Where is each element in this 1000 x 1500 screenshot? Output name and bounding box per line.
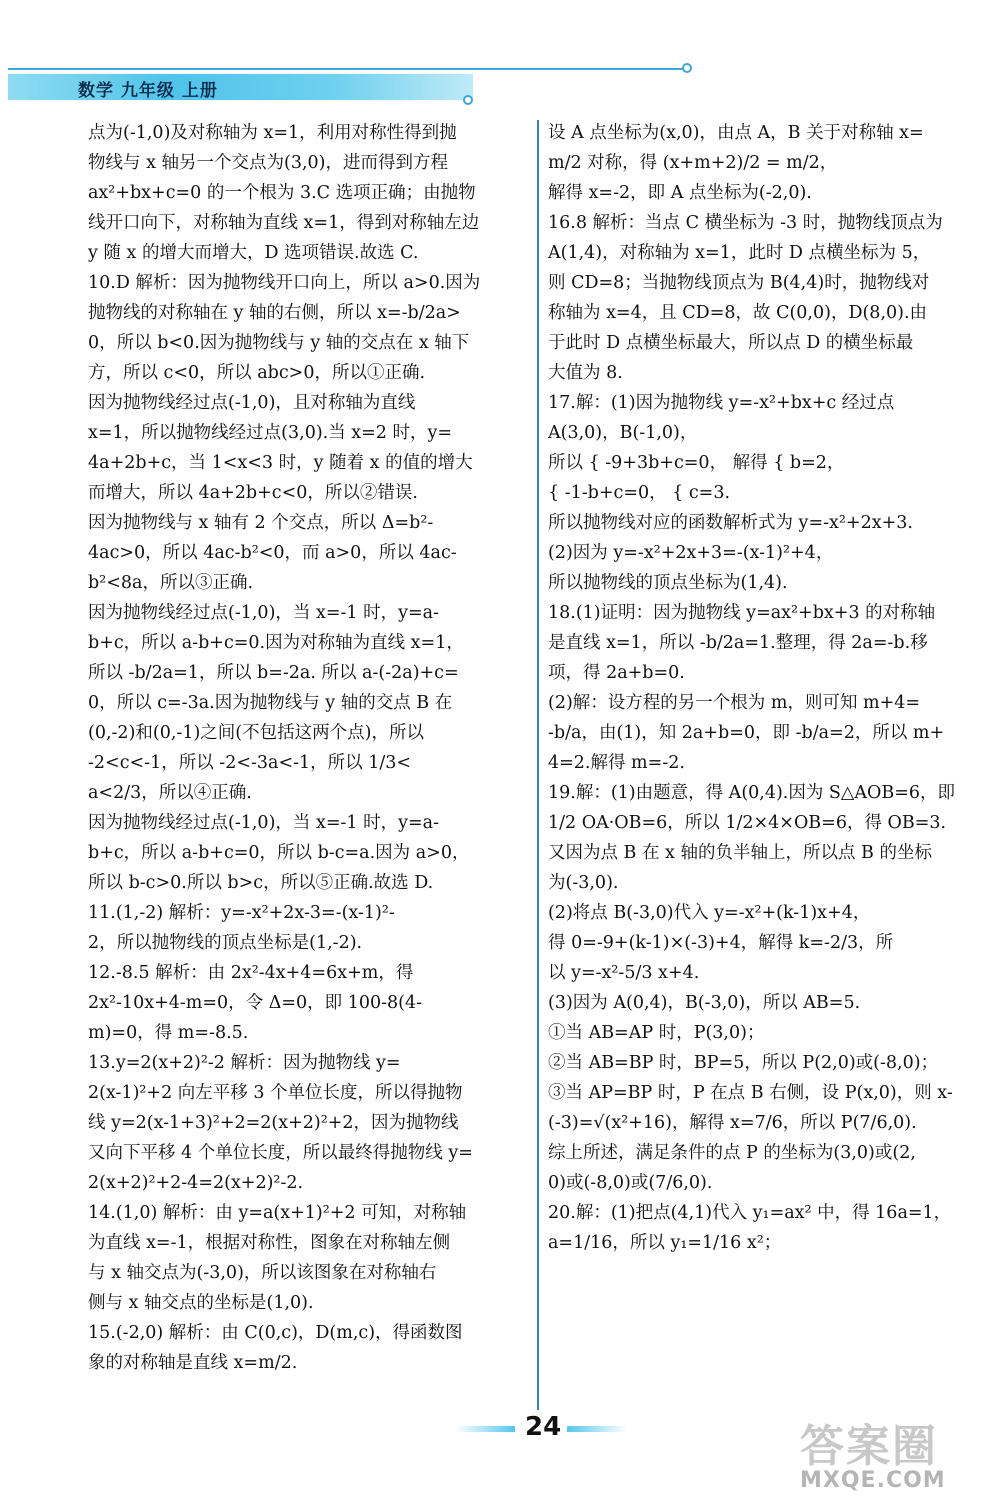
text-line: 大值为 8. [548,363,623,383]
text-line: (2)因为 y=-x²+2x+3=-(x-1)²+4， [548,543,834,563]
text-line: 4ac>0，所以 4ac-b²<0，而 a>0，所以 4ac- [88,543,457,563]
text-line: 线 y=2(x-1+3)²+2=2(x+2)²+2，因为抛物线 [88,1113,459,1133]
text-line: 11.(1,-2) 解析：y=-x²+2x-3=-(x-1)²- [88,903,395,923]
text-line: 所以抛物线对应的函数解析式为 y=-x²+2x+3. [548,513,913,533]
text-line: 0，所以 c=-3a.因为抛物线与 y 轴的交点 B 在 [88,693,453,713]
text-line: 解得 x=-2，即 A 点坐标为(-2,0). [548,183,812,203]
text-line: ②当 AB=BP 时，BP=5，所以 P(2,0)或(-8,0)； [548,1053,939,1073]
text-line: 2(x+2)²+2-4=2(x+2)²-2. [88,1173,304,1193]
text-line: 12.-8.5 解析：由 2x²-4x+4=6x+m，得 [88,963,414,983]
text-line: y 随 x 的增大而增大，D 选项错误.故选 C. [88,243,419,263]
text-line: 则 CD=8；当抛物线顶点为 B(4,4)时，抛物线对 [548,273,930,293]
text-line: 20.解：(1)把点(4,1)代入 y₁=ax² 中，得 16a=1， [548,1203,952,1223]
text-line: 又因为点 B 在 x 轴的负半轴上，所以点 B 的坐标 [548,843,932,863]
text-line: 18.(1)证明：因为抛物线 y=ax²+bx+3 的对称轴 [548,603,936,623]
text-line: 所以 { -9+3b+c=0， 解得 { b=2， [548,453,845,473]
text-line: 4a+2b+c，当 1<x<3 时，y 随着 x 的值的增大 [88,453,473,473]
text-line: (2)解：设方程的另一个根为 m，则可知 m+4= [548,693,921,713]
text-line: 10.D 解析：因为抛物线开口向上，所以 a>0.因为 [88,273,481,293]
text-line: 为(-3,0). [548,873,619,893]
text-line: 项，得 2a+b=0. [548,663,685,683]
text-line: 得 0=-9+(k-1)×(-3)+4，解得 k=-2/3，所 [548,933,894,953]
page-footer [455,1412,655,1442]
text-line: 称轴为 x=4，且 CD=8，故 C(0,0)，D(8,0).由 [548,303,928,323]
text-line: 所以抛物线的顶点坐标为(1,4). [548,573,788,593]
text-line: ③当 AP=BP 时，P 在点 B 右侧，设 P(x,0)，则 x- [548,1083,953,1103]
text-line: a=1/16，所以 y₁=1/16 x²； [548,1233,782,1253]
text-line: (3)因为 A(0,4)，B(-3,0)，所以 AB=5. [548,993,861,1013]
header-band-end-dot [463,95,473,105]
page-number: 24 [525,1412,562,1442]
text-line: 是直线 x=1，所以 -b/2a=1.整理，得 2a=-b.移 [548,633,928,653]
text-line: 方，所以 c<0，所以 abc>0，所以①正确. [88,363,426,383]
text-line: 综上所述，满足条件的点 P 的坐标为(3,0)或(2, [548,1143,916,1163]
text-line: 与 x 轴交点为(-3,0)，所以该图象在对称轴右 [88,1263,437,1283]
text-line: 因为抛物线经过点(-1,0)，当 x=-1 时，y=a- [88,813,439,833]
watermark-logo: 答案圈 [800,1421,938,1472]
text-line: A(3,0)，B(-1,0)， [548,423,698,443]
left-column [88,118,528,1378]
text-line: a<2/3，所以④正确. [88,783,252,803]
text-line: 又向下平移 4 个单位长度，所以最终得抛物线 y= [88,1143,473,1163]
text-line: A(1,4)，对称轴为 x=1，此时 D 点横坐标为 5， [548,243,931,263]
text-line: 于此时 D 点横坐标最大，所以点 D 的横坐标最 [548,333,914,353]
text-line: 所以 -b/2a=1，所以 b=-2a. 所以 a-(-2a)+c= [88,663,459,683]
text-line: 因为抛物线与 x 轴有 2 个交点，所以 Δ=b²- [88,513,434,533]
text-line: 14.(1,0) 解析：由 y=a(x+1)²+2 可知，对称轴 [88,1203,467,1223]
text-line: 15.(-2,0) 解析：由 C(0,c)，D(m,c)，得函数图 [88,1323,463,1343]
text-line: 0，所以 b<0.因为抛物线与 y 轴的交点在 x 轴下 [88,333,470,353]
text-line: 1/2 OA·OB=6，所以 1/2×4×OB=6，得 OB=3. [548,813,947,833]
text-line: (-3)=√(x²+16)，解得 x=7/6，所以 P(7/6,0). [548,1113,917,1133]
text-line: (0,-2)和(0,-1)之间(不包括这两个点)，所以 [88,723,424,743]
text-line: 象的对称轴是直线 x=m/2. [88,1353,298,1373]
header-rule-end-dot [682,63,692,73]
text-line: 16.8 解析：当点 C 横坐标为 -3 时，抛物线顶点为 [548,213,943,233]
page-number-decoration-left [455,1426,515,1432]
text-line: b+c，所以 a-b+c=0.因为对称轴为直线 x=1， [88,633,464,653]
text-line: 侧与 x 轴交点的坐标是(1,0). [88,1293,314,1313]
watermark-url: MXQE.COM [800,1468,946,1493]
column-divider [537,120,539,1410]
page-number-decoration-right [567,1426,627,1432]
text-line: ①当 AB=AP 时，P(3,0)； [548,1023,765,1043]
text-line: 因为抛物线经过点(-1,0)，当 x=-1 时，y=a- [88,603,439,623]
text-line: -b/a，由(1)，知 2a+b=0，即 -b/a=2，所以 m+ [548,723,945,743]
header-title: 数学 九年级 上册 [78,81,218,101]
text-line: 19.解：(1)由题意，得 A(0,4).因为 S△AOB=6，即 [548,783,956,803]
text-line: 17.解：(1)因为抛物线 y=-x²+bx+c 经过点 [548,393,895,413]
text-line: 0)或(-8,0)或(7/6,0). [548,1173,713,1193]
text-line: -2<c<-1，所以 -2<-3a<-1，所以 1/3< [88,753,412,773]
header-rule [8,68,688,70]
text-line: 所以 b-c>0.所以 b>c，所以⑤正确.故选 D. [88,873,434,893]
text-line: 13.y=2(x+2)²-2 解析：因为抛物线 y= [88,1053,401,1073]
text-line: m/2 对称，得 (x+m+2)/2 = m/2， [548,153,838,173]
text-line: { -1-b+c=0， { c=3. [548,483,731,503]
text-line: 2，所以抛物线的顶点坐标是(1,-2). [88,933,363,953]
text-line: x=1，所以抛物线经过点(3,0).当 x=2 时，y= [88,423,453,443]
text-line: 线开口向下，对称轴为直线 x=1，得到对称轴左边 [88,213,480,233]
text-line: 为直线 x=-1，根据对称性，图象在对称轴左侧 [88,1233,451,1253]
text-line: 抛物线的对称轴在 y 轴的右侧，所以 x=-b/2a> [88,303,461,323]
text-line: 设 A 点坐标为(x,0)，由点 A，B 关于对称轴 x= [548,123,924,143]
text-line: 2(x-1)²+2 向左平移 3 个单位长度，所以得抛物 [88,1083,463,1103]
text-line: 以 y=-x²-5/3 x+4. [548,963,700,983]
page-header [0,60,700,110]
text-line: 2x²-10x+4-m=0，令 Δ=0，即 100-8(4- [88,993,423,1013]
text-line: b²<8a，所以③正确. [88,573,254,593]
text-line: m)=0，得 m=-8.5. [88,1023,249,1043]
text-line: (2)将点 B(-3,0)代入 y=-x²+(k-1)x+4， [548,903,871,923]
text-line: 4=2.解得 m=-2. [548,753,685,773]
text-line: 因为抛物线经过点(-1,0)，且对称轴为直线 [88,393,416,413]
text-line: b+c，所以 a-b+c=0，所以 b-c=a.因为 a>0， [88,843,470,863]
watermark [800,1410,990,1493]
right-column [548,118,988,1258]
text-line: 而增大，所以 4a+2b+c<0，所以②错误. [88,483,418,503]
text-line: 点为(-1,0)及对称轴为 x=1，利用对称性得到抛 [88,123,457,143]
text-line: ax²+bx+c=0 的一个根为 3.C 选项正确；由抛物 [88,183,476,203]
text-line: 物线与 x 轴另一个交点为(3,0)，进而得到方程 [88,153,448,173]
